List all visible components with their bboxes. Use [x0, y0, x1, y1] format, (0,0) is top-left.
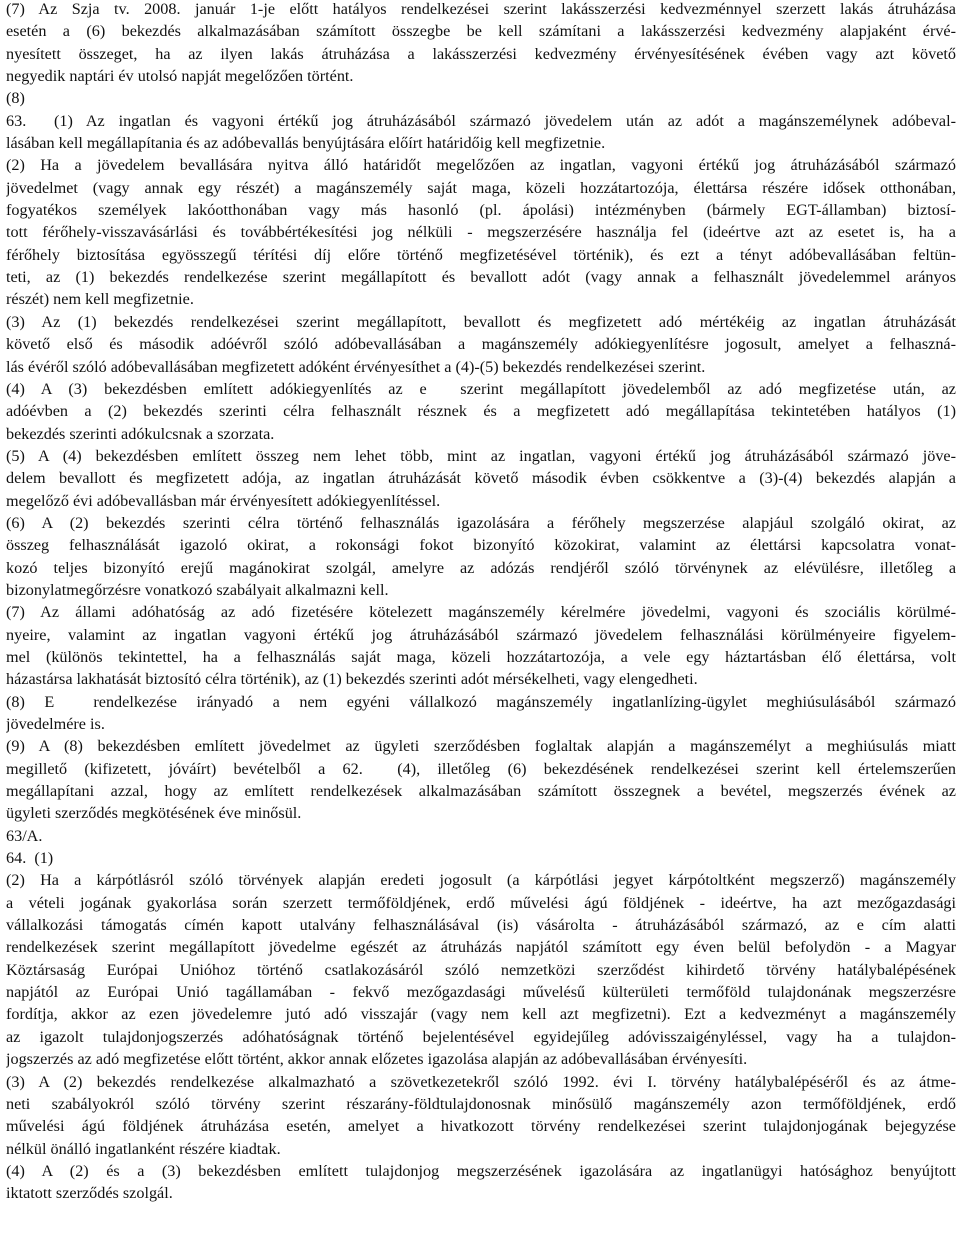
text-line: jövedelmet (vagy annak egy részét) a magánszemély saját maga, közeli hozzátartozója, élettársa részére idősek otthonában,: [6, 178, 956, 197]
document-page: [6, 0, 956, 1205]
text-line: a vételi jogának gyakorlása során szerzett termőföldjének, erdő művelési ágú földjének - ideértve, ha azt mezőgazdasági: [6, 893, 956, 912]
text-line: iktatott szerződés szolgál.: [6, 1184, 173, 1203]
text-line: mel (különös tekintettel, ha a felhasználás saját maga, közeli hozzátartozója, a vele egy háztartásban élő élettársa, volt: [6, 647, 956, 666]
text-line: nélkül önálló ingatlanként részére kiadtak.: [6, 1139, 281, 1158]
text-line: lás évéről szóló adóbevallásában megfizetett adóként érvényesíthet a (4)-(5) bekezdés rendelkezései szerint.: [6, 357, 706, 376]
text-line: (7) Az Szja tv. 2008. január 1-je előtt hatályos rendelkezései szerint lakásszerzési kedvezménnyel szerzett lakás átruházása: [6, 0, 956, 18]
text-line: (8): [6, 89, 25, 108]
text-line: az igazolt tulajdonjogszerzés adóhatóságnak történő bejelentésével egyidejűleg adóvisszaigényléssel, vagy ha a tulajdon-: [6, 1027, 956, 1046]
text-line: tott férőhely-visszavásárlási és továbbértékesítési jog nélküli - megszerzésére használja fel (ideértve azt az esetet is, ha a: [6, 223, 956, 242]
text-line: jogszerzés az adó megfizetése előtt történt, akkor annak előzetes igazolása alapján az adóbevallásában érvényesíti.: [6, 1050, 748, 1069]
text-line: (2) Ha a jövedelem bevallására nyitva álló határidőt megelőzően az ingatlan, vagyoni értékű jog átruházásából származó: [6, 156, 956, 175]
text-line: összeg felhasználását igazoló okirat, a rokonsági fokot bizonyító közokirat, valamint az élettársi kapcsolatra vonat-: [6, 536, 956, 555]
text-line: megelőző évi adóbevallásban már érvényesített adókiegyenlítéssel.: [6, 491, 441, 510]
text-line: jövedelmére is.: [6, 715, 105, 733]
text-line: házastársa lakhatását biztosító célra történik), az (1) bekezdés szerinti adót mérsékelheti, vagy elengedheti.: [6, 670, 698, 689]
text-line: (3) A (2) bekezdés rendelkezése alkalmazható a szövetkezetekről szóló 1992. évi I. törvény hatálybalépéséről és az átme-: [6, 1072, 956, 1091]
text-line: (5) A (4) bekezdésben említett összeg nem lehet több, mint az ingatlan, vagyoni értékű jog átruházásából származó jöve-: [6, 446, 956, 465]
text-line: részét) nem kell megfizetnie.: [6, 290, 194, 309]
text-line: (4) A (2) és a (3) bekezdésben említett tulajdonjog megszerzésének igazolására az ingatlanügyi hatósághoz benyújtott: [6, 1161, 956, 1180]
text-line: fordítja, akkor az ezen jövedelemre jutó adó visszajár (vagy nem kell azt megfizetni). Ezt a kedvezményt a magánszemély: [6, 1005, 956, 1024]
text-line: (4) A (3) bekezdésben említett adókiegyenlítés az e szerint megállapított jövedelemből az adó megfizetése után, az: [6, 379, 956, 398]
text-line: 63. (1) Az ingatlan és vagyoni értékű jog átruházásából származó jövedelem után az adót a magánszemélynek adóbeval-: [6, 111, 956, 130]
text-line: (7) Az állami adóhatóság az adó fizetésére kötelezett magánszemély kérelmére jövedelmi, vagyoni és szociális körülmé-: [6, 603, 956, 622]
text-line: bizonylatmegőrzésre vonatkozó szabályait alkalmazni kell.: [6, 580, 389, 599]
text-line: 63/A.: [6, 826, 47, 845]
text-line: (8) E rendelkezése irányadó a nem egyéni vállalkozó magánszemély ingatlanlízing-ügylet meghiúsulásából származó: [6, 692, 956, 711]
text-line: vállalkozási támogatás címén kapott utalvány felhasználásával (is) vásárolta - átruházásából származó, az e cím alatti: [6, 916, 956, 935]
text-line: delem bevallott és megfizetett adója, az ingatlan átruházását követő második évben csökkentve a (3)-(4) bekezdés alapján a: [6, 469, 956, 488]
text-line: 64. (1): [6, 849, 54, 868]
text-line: rendelkezések szerint megállapított jövedelme egészét az átruházás napjától számított egy éven belül befolydön - a Magyar: [6, 938, 956, 957]
text-line: Köztársaság Európai Unióhoz történő csatlakozásáról szóló nemzetközi szerződést kihirdető törvény hatálybalépésének: [6, 960, 956, 979]
text-line: bekezdés szerinti adókulcsnak a szorzata.: [6, 424, 275, 443]
text-line: negyedik naptári év utolsó napját megelőzően történt.: [6, 67, 354, 86]
text-line: férőhely biztosítása egyösszegű térítési díj előre történő megfizetésével történik), és ezt a tényt adóbevallásában feltün-: [6, 245, 956, 264]
text-line: ügyleti szerződés megkötésének éve minősül.: [6, 804, 302, 823]
text-line: lásában kell megállapítania és az adóbevallás benyújtására előírt határidőig kell megfizetnie.: [6, 134, 606, 153]
text-line: napjától az Európai Unió tagállamában - fekvő mezőgazdasági művelésű külterületi termőföld tulajdonának megszerzésre: [6, 983, 956, 1002]
text-line: művelési ágú földjének átruházása esetén, amelyet a hivatkozott törvény rendelkezései szerint tulajdonjogának bejegyzése: [6, 1117, 956, 1136]
text-line: (9) A (8) bekezdésben említett jövedelmet az ügyleti szerződésben foglaltak alapján a magánszemélyt a meghiúsulás miatt: [6, 737, 956, 756]
text-line: megillető (kifizetett, jóváírt) bevételből a 62. (4), illetőleg (6) bekezdésének rendelkezései szerint kell értelemszerűen: [6, 759, 956, 778]
text-line: esetén a (6) bekezdés alkalmazásában számított összegbe be kell számítani a lakásszerzési kedvezmény alapjaként érvé-: [6, 22, 956, 41]
text-line: nyeire, valamint az ingatlan vagyoni értékű jog átruházásából származó jövedelem felhasználási körülményeire figyelem-: [6, 625, 956, 644]
text-line: teti, az (1) bekezdés rendelkezése szerint megállapított és bevallott adót (vagy annak a felhasznált jövedelemmel arányos: [6, 268, 956, 287]
text-line: megállapítani azzal, hogy az említett rendelkezések alkalmazásában számított összegnek a bevétel, megszerzés évének az: [6, 782, 956, 801]
text-line: (3) Az (1) bekezdés rendelkezései szerint megállapított, bevallott és megfizetett adó mértékéig az ingatlan átruházását: [6, 312, 956, 331]
text-line: követő első és második adóévről szóló adóbevallásában a magánszemély adókiegyenlítésre jogosult, amelyet a felhaszná-: [6, 335, 956, 354]
text-line: (6) A (2) bekezdés szerinti célra történő felhasználás igazolására a férőhely megszerzése alapjául szolgáló okirat, az: [6, 513, 956, 532]
text-line: (2) Ha a kárpótlásról szóló törvények alapján eredeti jogosult (a kárpótlási jegyet kárpótoltként megszerző) magánszemély: [6, 871, 956, 890]
text-line: nyesített összeget, ha az ilyen lakás átruházása a lakásszerzési kedvezmény érvényesítésének évében vagy azt követő: [6, 44, 956, 63]
text-line: adóévben a (2) bekezdés szerinti célra felhasznált résznek és a megfizetett adó megállapítása tekintetében hatályos (1): [6, 402, 956, 421]
text-line: kozó teljes bizonyító erejű magánokirat szolgál, amelyre az adózás rendjéről szóló törvénynek az elévülésre, illetőleg a: [6, 558, 956, 577]
text-line: fogyatékos személyek lakóotthonában vagy más hasonló (pl. ápolási) intézményben (bármely EGT-államban) biztosí-: [6, 201, 956, 220]
text-line: neti szabályokról szóló törvény szerint részarány-földtulajdonosnak minősülő magánszemély azon termőföldjének, erdő: [6, 1094, 956, 1113]
